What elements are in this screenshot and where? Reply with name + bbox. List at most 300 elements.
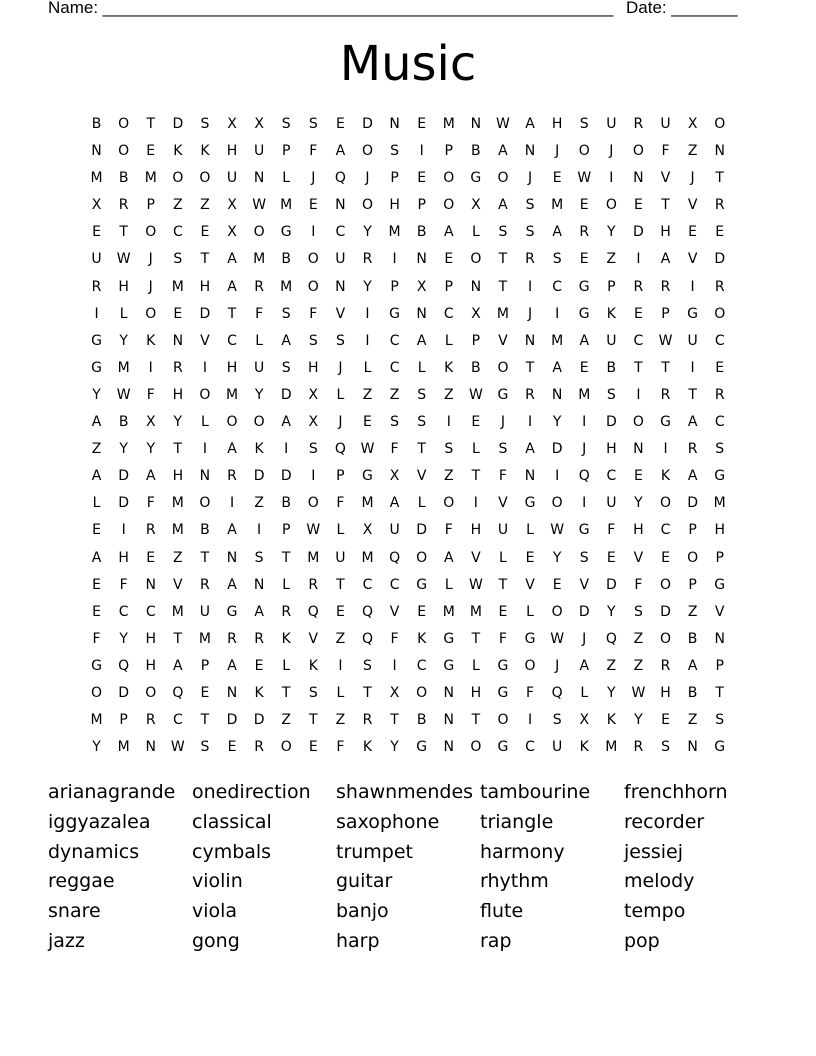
grid-row [83,575,733,602]
grid-letter: I [636,386,641,403]
grid-letter: L [580,684,589,701]
grid-letter: Z [173,197,183,214]
grid-letter: O [118,116,130,132]
grid-letter: G [497,657,509,674]
grid-letter: F [634,576,643,593]
grid-letter: R [145,712,156,729]
grid-row [83,222,733,249]
grid-letter: S [390,414,400,431]
grid-letter: Z [687,712,698,729]
grid-letter: P [119,712,128,729]
grid-letter: Y [607,224,616,241]
grid-letter: S [254,549,264,566]
grid-letter: X [91,197,102,214]
grid-letter: M [361,495,374,512]
grid-letter: V [498,332,508,349]
grid-letter: I [392,657,397,674]
grid-letter: F [336,495,345,512]
grid-letter: E [579,251,589,268]
grid-letter: E [308,739,318,756]
grid-letter: J [555,143,560,160]
grid-letter: V [660,170,671,187]
grid-letter: H [145,657,156,674]
grid-letter: J [690,170,695,187]
grid-letter: I [473,495,478,512]
grid-letter: A [552,224,562,241]
grid-letter: C [389,332,400,349]
grid-letter: S [525,197,535,214]
grid-letter: B [687,630,698,647]
grid-letter: O [578,143,590,160]
grid-letter: Q [551,684,563,701]
grid-letter: E [525,549,535,566]
grid-letter: W [306,522,321,539]
grid-letter: T [309,712,318,729]
grid-letter: E [92,522,101,539]
grid-letter: K [417,630,427,647]
word-list-item: frenchhorn [624,781,728,803]
grid-letter: X [145,414,156,431]
grid-letter: S [308,441,318,458]
grid-letter: S [308,332,318,349]
grid-row [83,548,733,575]
grid-letter: C [118,603,129,620]
grid-letter: G [714,576,726,593]
word-list-item: rhythm [480,870,549,893]
word-list-item: tempo [624,900,686,923]
grid-letter: E [688,224,698,241]
grid-letter: E [633,468,643,485]
grid-row [83,114,733,141]
grid-letter: U [335,549,346,566]
grid-letter: B [91,116,102,132]
grid-letter: L [336,522,345,539]
grid-letter: Z [606,251,617,268]
grid-letter: L [499,549,507,566]
grid-letter: K [362,739,373,756]
grid-letter: O [145,224,157,241]
grid-letter: I [609,170,614,187]
grid-letter: V [308,630,319,647]
grid-letter: R [254,739,264,756]
grid-letter: I [527,712,533,729]
grid-letter: R [579,224,590,241]
grid-letter: P [200,657,210,674]
grid-row [83,195,733,222]
grid-letter: H [389,197,400,214]
grid-letter: F [661,143,670,160]
grid-letter: U [606,116,617,132]
grid-letter: Y [254,386,264,403]
grid-letter: I [202,359,207,376]
grid-letter: H [308,359,319,376]
grid-letter: A [525,116,535,132]
grid-letter: J [338,414,343,431]
grid-letter: S [417,386,427,403]
grid-letter: H [118,549,129,566]
grid-letter: Y [552,549,562,566]
word-list-item: dynamics [48,840,140,863]
grid-letter: I [690,359,695,376]
grid-row [83,141,733,168]
grid-letter: G [714,739,726,756]
grid-letter: A [281,414,291,431]
grid-letter: E [552,170,562,187]
grid-letter: A [579,657,590,674]
grid-letter: M [144,170,157,187]
grid-letter: Y [552,414,562,431]
word-list-item: shawnmendes [336,781,474,803]
grid-letter: T [634,359,643,376]
grid-letter: G [226,603,238,620]
word-list-item: reggae [48,870,115,893]
grid-letter: E [606,549,616,566]
grid-letter: Y [119,332,128,349]
grid-letter: S [715,441,725,458]
grid-letter: X [227,197,237,214]
grid-letter: A [579,332,590,349]
grid-letter: Z [443,468,454,485]
grid-letter: V [714,603,725,620]
grid-letter: H [660,224,671,241]
grid-letter: C [172,712,183,729]
grid-letter: T [119,224,128,241]
grid-letter: A [525,441,535,458]
grid-letter: Z [281,712,291,729]
grid-letter: S [308,684,318,701]
grid-row [83,331,733,358]
grid-letter: W [170,739,185,756]
grid-letter: O [524,657,536,674]
grid-letter: M [442,116,455,132]
grid-letter: N [199,468,211,485]
grid-letter: E [715,224,725,241]
grid-letter: O [145,684,157,701]
word-list-item: guitar [336,870,393,893]
grid-letter: O [443,197,455,214]
grid-letter: Q [361,603,373,620]
grid-letter: C [552,278,563,295]
grid-letter: B [118,170,129,187]
grid-letter: R [660,278,671,295]
grid-letter: T [715,170,724,187]
grid-letter: J [555,657,560,674]
grid-letter: R [362,712,373,729]
grid-letter: E [715,359,725,376]
grid-letter: E [308,197,318,214]
grid-letter: O [280,739,292,756]
word-list-item: banjo [336,900,389,923]
grid-row [83,304,733,331]
grid-letter: S [281,305,291,322]
word-list-item: violin [192,870,243,893]
grid-letter: C [145,603,156,620]
grid-letter: V [633,549,644,566]
grid-letter: J [148,278,153,295]
grid-letter: M [605,739,618,756]
grid-letter: U [91,251,102,268]
grid-row [83,493,733,520]
grid-letter: H [118,278,129,295]
grid-letter: S [579,549,589,566]
letter-grid [83,114,733,764]
grid-letter: N [633,441,644,458]
grid-letter: Q [361,630,373,647]
grid-letter: R [227,630,237,647]
grid-letter: X [254,116,264,132]
grid-letter: K [146,332,156,349]
grid-letter: T [146,116,156,132]
grid-letter: T [200,712,210,729]
grid-letter: G [280,224,292,241]
grid-letter: H [660,684,671,701]
grid-letter: R [633,739,644,756]
grid-letter: O [172,170,184,187]
grid-letter: D [253,712,265,729]
grid-letter: X [389,684,400,701]
grid-letter: Z [335,712,346,729]
grid-letter: H [470,522,482,539]
grid-letter: O [145,305,157,322]
grid-letter: E [146,143,156,160]
grid-letter: W [577,170,592,187]
grid-letter: O [91,684,103,701]
grid-letter: C [525,739,535,756]
grid-letter: A [227,441,237,458]
grid-letter: I [311,224,316,241]
grid-letter: S [715,712,725,729]
grid-letter: U [253,359,265,376]
grid-letter: V [389,603,400,620]
grid-letter: O [118,143,130,160]
grid-letter: O [443,495,455,512]
grid-letter: D [253,468,265,485]
grid-letter: Y [92,386,101,403]
grid-letter: N [714,143,725,160]
grid-letter: Z [362,386,373,403]
grid-letter: Z [633,630,644,647]
grid-letter: E [92,224,101,241]
grid-letter: O [632,143,644,160]
grid-letter: T [661,359,670,376]
grid-letter: F [309,143,318,160]
grid-row [83,439,733,466]
grid-letter: J [338,359,343,376]
grid-letter: D [416,522,428,539]
grid-letter: N [335,278,346,295]
grid-letter: E [200,224,210,241]
grid-letter: N [687,739,698,756]
grid-letter: N [416,251,427,268]
grid-letter: A [443,224,454,241]
grid-letter: A [498,143,508,160]
grid-letter: A [227,251,237,268]
grid-letter: G [714,468,726,485]
grid-letter: D [714,251,726,268]
grid-letter: W [550,630,565,647]
grid-letter: R [200,576,210,593]
grid-letter: E [579,359,589,376]
word-list-item: trumpet [336,840,414,863]
grid-letter: A [227,576,237,593]
grid-letter: O [687,549,699,566]
grid-letter: G [578,278,590,295]
grid-letter: T [281,684,291,701]
grid-letter: U [389,522,400,539]
grid-letter: H [470,684,482,701]
grid-letter: F [146,386,155,403]
grid-row [83,629,733,656]
grid-letter: O [307,495,319,512]
grid-letter: L [417,495,426,512]
grid-letter: V [173,576,183,593]
grid-letter: P [715,657,724,674]
grid-letter: U [552,739,563,756]
grid-letter: P [336,468,345,485]
grid-letter: G [389,305,400,322]
grid-letter: M [551,197,564,214]
grid-letter: R [254,278,264,295]
grid-letter: H [145,630,156,647]
grid-letter: J [527,170,533,187]
word-list-item: jessiej [624,840,684,863]
grid-letter: M [388,224,401,241]
grid-letter: E [633,305,643,322]
grid-letter: R [172,359,183,376]
grid-letter: R [714,386,725,403]
grid-letter: M [469,603,482,620]
grid-letter: I [663,441,668,458]
grid-letter: D [605,576,617,593]
grid-letter: A [254,603,264,620]
grid-letter: Q [389,549,401,566]
grid-letter: K [606,305,616,322]
grid-letter: G [578,522,590,539]
grid-letter: R [281,603,292,620]
grid-letter: G [497,386,509,403]
word-list-item: saxophone [336,810,440,833]
grid-letter: O [497,170,509,187]
grid-letter: E [471,414,481,431]
grid-letter: M [442,603,455,620]
grid-letter: N [145,739,156,756]
grid-letter: A [443,549,454,566]
grid-letter: S [417,414,427,431]
grid-letter: A [227,657,237,674]
grid-letter: I [555,305,560,322]
grid-letter: A [389,495,400,512]
grid-letter: Z [335,630,346,647]
grid-letter: A [145,468,156,485]
grid-letter: I [636,251,641,268]
grid-letter: C [606,468,617,485]
grid-letter: J [527,305,533,322]
grid-letter: M [253,251,266,268]
date-field-label: Date: _______ [626,0,738,17]
grid-letter: E [633,197,643,214]
grid-letter: G [416,739,428,756]
grid-letter: V [687,251,698,268]
grid-letter: R [362,251,373,268]
word-list-item: rap [480,930,512,952]
grid-letter: P [607,278,616,295]
grid-row [83,358,733,385]
grid-letter: I [257,522,262,539]
grid-letter: A [227,278,237,295]
word-list-item: iggyazalea [48,810,151,833]
grid-letter: I [419,143,424,160]
grid-letter: D [226,712,238,729]
grid-letter: F [607,522,616,539]
grid-letter: O [361,197,373,214]
grid-letter: N [714,630,725,647]
grid-letter: C [389,576,400,593]
grid-letter: W [252,197,267,214]
grid-letter: S [335,332,345,349]
grid-letter: M [171,522,184,539]
grid-letter: D [362,116,373,132]
grid-letter: Q [118,657,130,674]
grid-letter: G [578,305,590,322]
grid-letter: G [443,630,455,647]
grid-letter: E [579,197,589,214]
word-list-item: pop [624,930,660,952]
grid-letter: G [416,576,428,593]
grid-letter: I [446,414,451,431]
grid-letter: G [362,468,373,485]
grid-letter: E [254,657,264,674]
grid-letter: C [416,657,427,674]
grid-letter: D [118,468,130,485]
grid-letter: X [416,278,427,295]
grid-letter: L [417,359,426,376]
grid-letter: V [200,332,210,349]
grid-letter: V [525,576,535,593]
grid-letter: O [470,251,482,268]
grid-letter: T [363,684,372,701]
page-title: Music [339,36,477,92]
word-list-item: viola [192,900,238,923]
grid-letter: I [338,657,343,674]
grid-letter: V [335,305,346,322]
grid-row [83,277,733,304]
grid-letter: Y [390,739,399,756]
grid-letter: C [335,224,346,241]
grid-letter: E [363,414,372,431]
grid-letter: M [361,549,374,566]
grid-letter: I [202,441,207,458]
grid-letter: B [416,224,427,241]
grid-row [83,656,733,683]
grid-letter: W [468,386,483,403]
grid-letter: G [470,170,482,187]
grid-letter: I [527,414,533,431]
grid-letter: A [416,332,427,349]
grid-letter: I [229,495,235,512]
grid-letter: P [444,278,453,295]
grid-letter: Z [443,386,454,403]
grid-letter: E [444,251,454,268]
grid-letter: I [527,278,533,295]
grid-letter: T [417,441,426,458]
grid-letter: R [687,441,698,458]
grid-letter: H [172,468,184,485]
grid-letter: R [660,657,671,674]
grid-letter: K [660,468,671,485]
grid-letter: T [688,386,697,403]
grid-letter: R [118,197,129,214]
grid-letter: Z [633,657,644,674]
